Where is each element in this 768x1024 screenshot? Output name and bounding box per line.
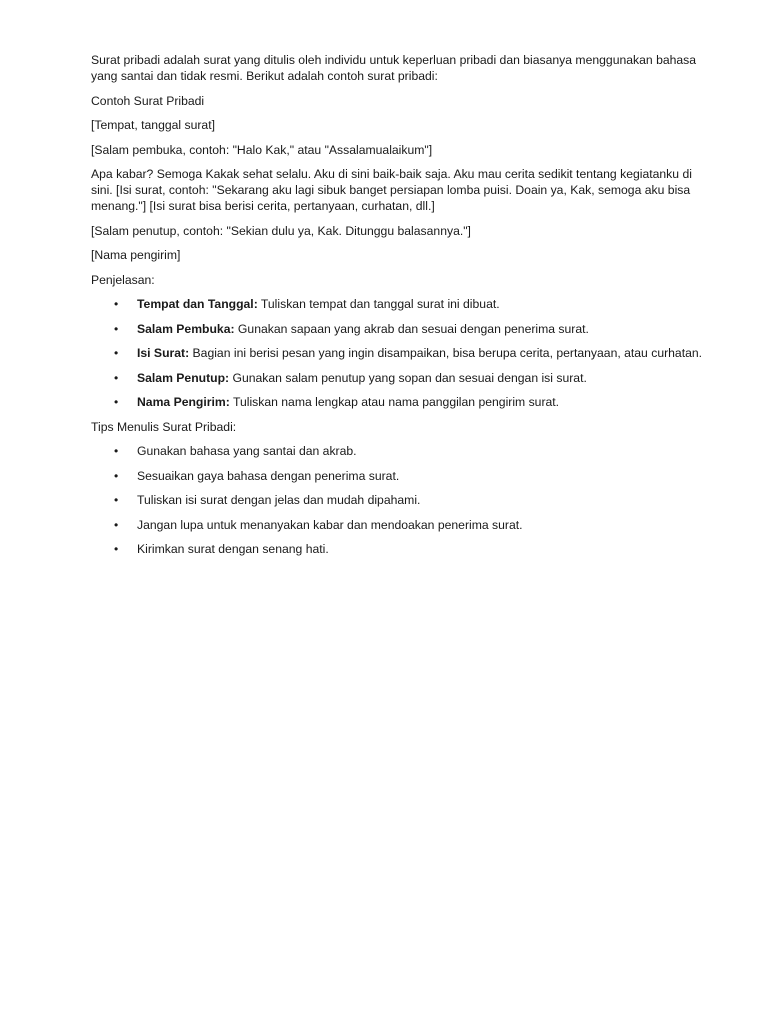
list-item bbox=[91, 345, 703, 361]
list-item bbox=[91, 541, 703, 557]
bullet-icon: • bbox=[114, 321, 119, 336]
list-item-text: Kirimkan surat dengan senang hati. bbox=[137, 542, 329, 556]
opening-greeting-line: [Salam pembuka, contoh: "Halo Kak," atau "Assalamualaikum"] bbox=[91, 142, 433, 157]
bullet-icon: • bbox=[114, 395, 119, 409]
bullet-icon: • bbox=[114, 468, 119, 483]
example-heading: Contoh Surat Pribadi bbox=[91, 93, 205, 108]
list-item bbox=[91, 468, 703, 484]
list-item-text: Tuliskan isi surat dengan jelas dan mudah dipahami. bbox=[137, 493, 421, 507]
list-item-text: Jangan lupa untuk menanyakan kabar dan mendoakan penerima surat. bbox=[137, 517, 523, 532]
list-item-text: Sesuaikan gaya bahasa dengan penerima surat. bbox=[137, 468, 400, 483]
list-item bbox=[91, 296, 703, 312]
list-item-term: Tempat dan Tanggal: bbox=[137, 297, 258, 311]
list-item bbox=[91, 394, 703, 410]
list-item-term: Salam Pembuka: bbox=[137, 321, 235, 336]
list-item bbox=[91, 492, 703, 508]
list-item-text: Gunakan salam penutup yang sopan dan sesuai dengan isi surat. bbox=[229, 370, 587, 385]
bullet-icon: • bbox=[114, 542, 119, 556]
explanation-list bbox=[91, 296, 703, 410]
closing-greeting-line: [Salam penutup, contoh: "Sekian dulu ya, Kak. Ditunggu balasannya."] bbox=[91, 223, 471, 238]
bullet-icon: • bbox=[114, 346, 119, 360]
list-item-text: Gunakan sapaan yang akrab dan sesuai dengan penerima surat. bbox=[234, 321, 589, 336]
tips-heading: Tips Menulis Surat Pribadi: bbox=[91, 419, 237, 434]
bullet-icon: • bbox=[114, 444, 119, 458]
document-page bbox=[91, 52, 703, 566]
list-item-term: Isi Surat: bbox=[137, 346, 190, 360]
list-item-text: Tuliskan nama lengkap atau nama panggilan pengirim surat. bbox=[229, 395, 560, 409]
explanation-heading: Penjelasan: bbox=[91, 272, 155, 287]
list-item-term: Nama Pengirim: bbox=[137, 395, 230, 409]
place-date-line: [Tempat, tanggal surat] bbox=[91, 118, 215, 132]
tips-list bbox=[91, 443, 703, 557]
list-item-text: Gunakan bahasa yang santai dan akrab. bbox=[137, 444, 357, 458]
list-item bbox=[91, 321, 703, 337]
list-item-term: Salam Penutup: bbox=[137, 370, 230, 385]
list-item-text: Tuliskan tempat dan tanggal surat ini dibuat. bbox=[257, 297, 500, 311]
list-item bbox=[91, 443, 703, 459]
letter-body-paragraph: Apa kabar? Semoga Kakak sehat selalu. Aku di sini baik-baik saja. Aku mau cerita sedikit tentang kegiatanku di sini. [Isi surat, contoh: "Sekarang aku lagi sibuk banget persiapan lomba puisi. Doain ya, Kak, semoga aku bisa menang."] [Isi surat bisa berisi cerita, pertanyaan, curhatan, dll.] bbox=[91, 167, 692, 213]
sender-name-line: [Nama pengirim] bbox=[91, 248, 181, 262]
list-item-text: Bagian ini berisi pesan yang ingin disampaikan, bisa berupa cerita, pertanyaan, atau curhatan. bbox=[189, 346, 703, 360]
bullet-icon: • bbox=[114, 493, 119, 507]
list-item bbox=[91, 517, 703, 533]
list-item bbox=[91, 370, 703, 386]
bullet-icon: • bbox=[114, 517, 119, 532]
bullet-icon: • bbox=[114, 370, 119, 385]
intro-paragraph: Surat pribadi adalah surat yang ditulis oleh individu untuk keperluan pribadi dan biasanya menggunakan bahasa yang santai dan tidak resmi. Berikut adalah contoh surat pribadi: bbox=[91, 53, 697, 83]
bullet-icon: • bbox=[114, 297, 119, 311]
